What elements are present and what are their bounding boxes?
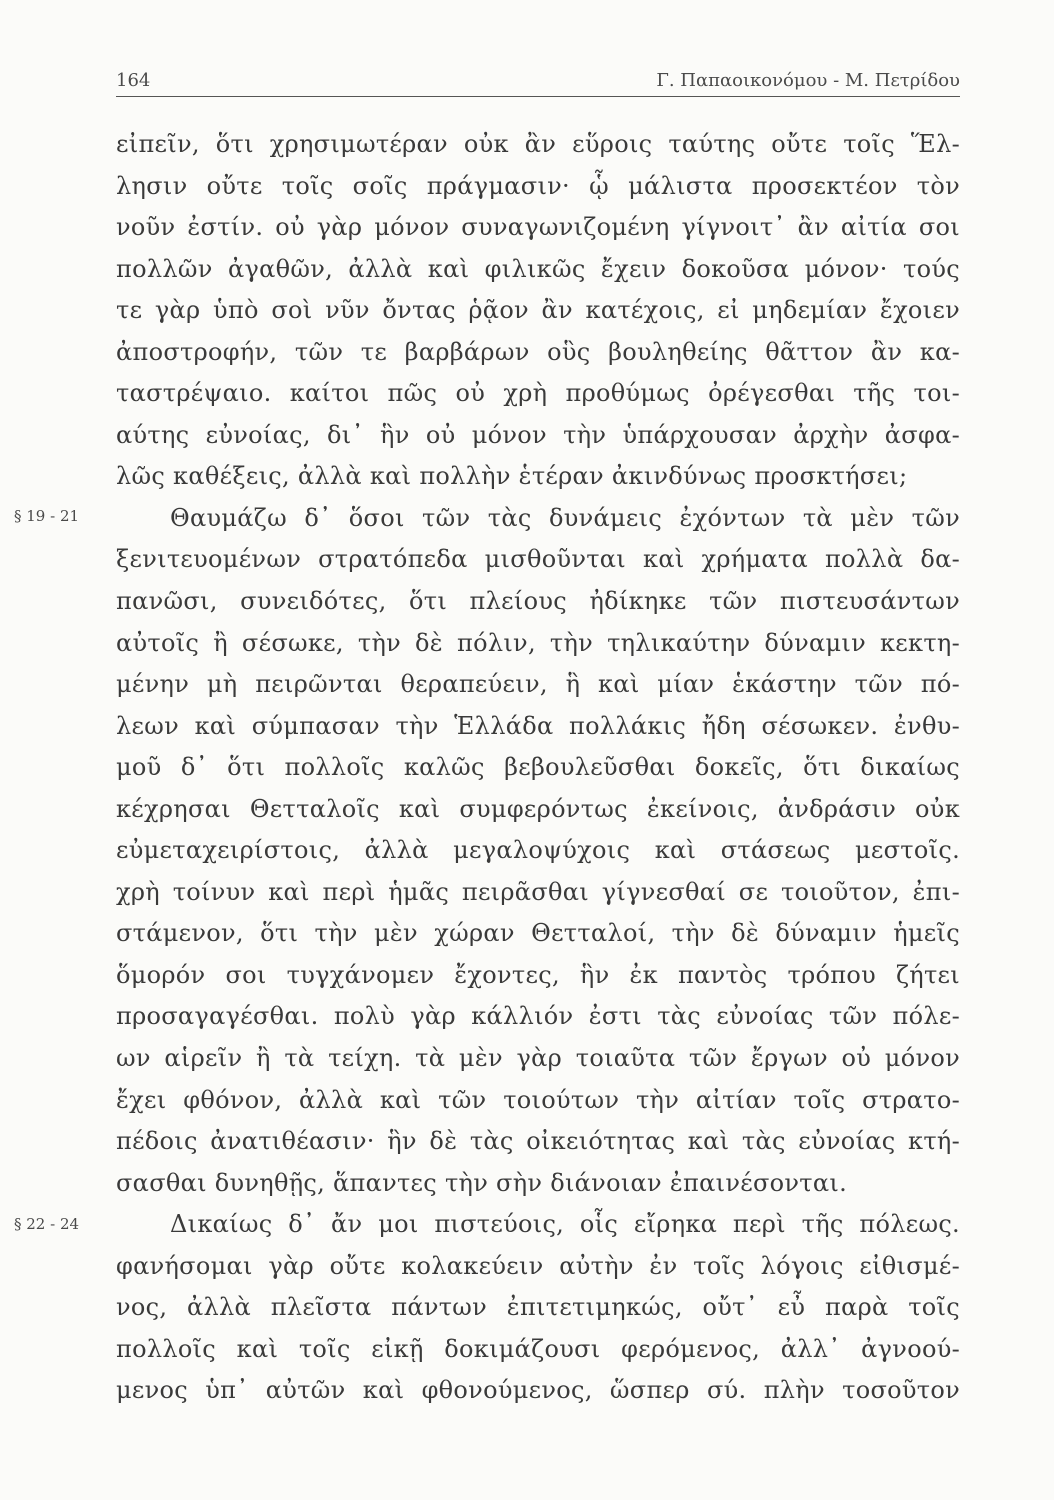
paragraph-first-line: Θαυμάζω δ᾽ ὅσοι τῶν τὰς δυνάμεις ἐχόντων τὰ μὲν τῶν [170,503,960,532]
text-line: εὐμεταχειρίστοις, ἀλλὰ μεγαλοψύχοις καὶ στάσεως μεστοῖς. [116,836,960,865]
section-ref-22-24: § 22 - 24 [14,1215,80,1233]
page-number: 164 [116,70,151,91]
text-line: ων αἱρεῖν ἢ τὰ τείχη. τὰ μὲν γὰρ τοιαῦτα τῶν ἔργων οὐ μόνον [116,1044,960,1073]
text-line: ἔχει φθόνον, ἀλλὰ καὶ τῶν τοιούτων τὴν αἰτίαν τοῖς στρατο- [116,1085,960,1114]
text-line: ἀποστροφήν, τῶν τε βαρβάρων οὓς βουληθείης θᾶττον ἂν κα- [116,337,960,366]
text-line: νοῦν ἐστίν. οὐ γὰρ μόνον συναγωνιζομένη γίγνοιτ᾽ ἂν αἰτία σοι [116,213,960,242]
section-ref-19-21: § 19 - 21 [14,507,80,525]
text-line: μενος ὑπ᾽ αὐτῶν καὶ φθονούμενος, ὥσπερ σύ. πλὴν τοσοῦτον [116,1376,960,1405]
text-line: χρὴ τοίνυν καὶ περὶ ἡμᾶς πειρᾶσθαι γίγνεσθαί σε τοιοῦτον, ἐπι- [116,877,960,906]
text-line: πολλοῖς καὶ τοῖς εἰκῇ δοκιμάζουσι φερόμενος, ἀλλ᾽ ἀγνοού- [116,1334,960,1363]
text-line: λεων καὶ σύμπασαν τὴν Ἑλλάδα πολλάκις ἤδη σέσωκεν. ἐνθυ- [116,711,960,740]
text-line: ὅμορόν σοι τυγχάνομεν ἔχοντες, ἣν ἐκ παντὸς τρόπου ζήτει [116,960,960,989]
text-line: αὐτοῖς ἢ σέσωκε, τὴν δὲ πόλιν, τὴν τηλικαύτην δύναμιν κεκτη- [116,628,960,657]
text-line: φανήσομαι γὰρ οὔτε κολακεύειν αὐτὴν ἐν τοῖς λόγοις εἰθισμέ- [116,1251,960,1280]
text-line: στάμενον, ὅτι τὴν μὲν χώραν Θετταλοί, τὴν δὲ δύναμιν ἡμεῖς [116,919,960,948]
main-text [116,124,960,1412]
running-head: Γ. Παπαοικονόμου - Μ. Πετρίδου [656,70,960,91]
text-line: εἰπεῖν, ὅτι χρησιμωτέραν οὐκ ἂν εὕροις ταύτης οὔτε τοῖς Ἕλ- [116,130,960,158]
text-line: σασθαι δυνηθῇς, ἅπαντες τὴν σὴν διάνοιαν ἐπαινέσονται. [116,1168,847,1197]
text-line: μοῦ δ᾽ ὅτι πολλοῖς καλῶς βεβουλεῦσθαι δοκεῖς, ὅτι δικαίως [116,753,960,782]
text-line: ταστρέψαιο. καίτοι πῶς οὐ χρὴ προθύμως ὀρέγεσθαι τῆς τοι- [116,379,960,408]
text-line: μένην μὴ πειρῶνται θεραπεύειν, ἣ καὶ μίαν ἑκάστην τῶν πό- [116,670,960,699]
text-line: λησιν οὔτε τοῖς σοῖς πράγμασιν· ᾧ μάλιστα προσεκτέον τὸν [116,171,960,200]
text-line: κέχρησαι Θετταλοῖς καὶ συμφερόντως ἐκείνοις, ἀνδράσιν οὐκ [116,794,960,823]
text-line: προσαγαγέσθαι. πολὺ γὰρ κάλλιόν ἐστι τὰς εὐνοίας τῶν πόλε- [116,1002,960,1031]
text-line: πανῶσι, συνειδότες, ὅτι πλείους ἠδίκηκε τῶν πιστευσάντων [116,587,960,616]
text-line: ξενιτευομένων στρατόπεδα μισθοῦνται καὶ χρήματα πολλὰ δα- [116,545,960,574]
text-line: λῶς καθέξεις, ἀλλὰ καὶ πολλὴν ἑτέραν ἀκινδύνως προσκτήσει; [116,462,908,491]
text-line: νος, ἀλλὰ πλεῖστα πάντων ἐπιτετιμηκώς, οὔτ᾽ εὖ παρὰ τοῖς [116,1293,960,1322]
text-line: πολλῶν ἀγαθῶν, ἀλλὰ καὶ φιλικῶς ἔχειν δοκοῦσα μόνον· τούς [116,254,960,283]
text-line: πέδοις ἀνατιθέασιν· ἣν δὲ τὰς οἰκειότητας καὶ τὰς εὐνοίας κτή- [116,1127,960,1156]
page-header [116,62,960,97]
text-line: τε γὰρ ὑπὸ σοὶ νῦν ὄντας ῥᾷον ἂν κατέχοις, εἰ μηδεμίαν ἔχοιεν [116,296,960,325]
paragraph-first-line: Δικαίως δ᾽ ἄν μοι πιστεύοις, οἷς εἴρηκα περὶ τῆς πόλεως. [170,1210,960,1239]
text-line: αύτης εὐνοίας, δι᾽ ἣν οὐ μόνον τὴν ὑπάρχουσαν ἀρχὴν ἀσφα- [116,420,960,449]
